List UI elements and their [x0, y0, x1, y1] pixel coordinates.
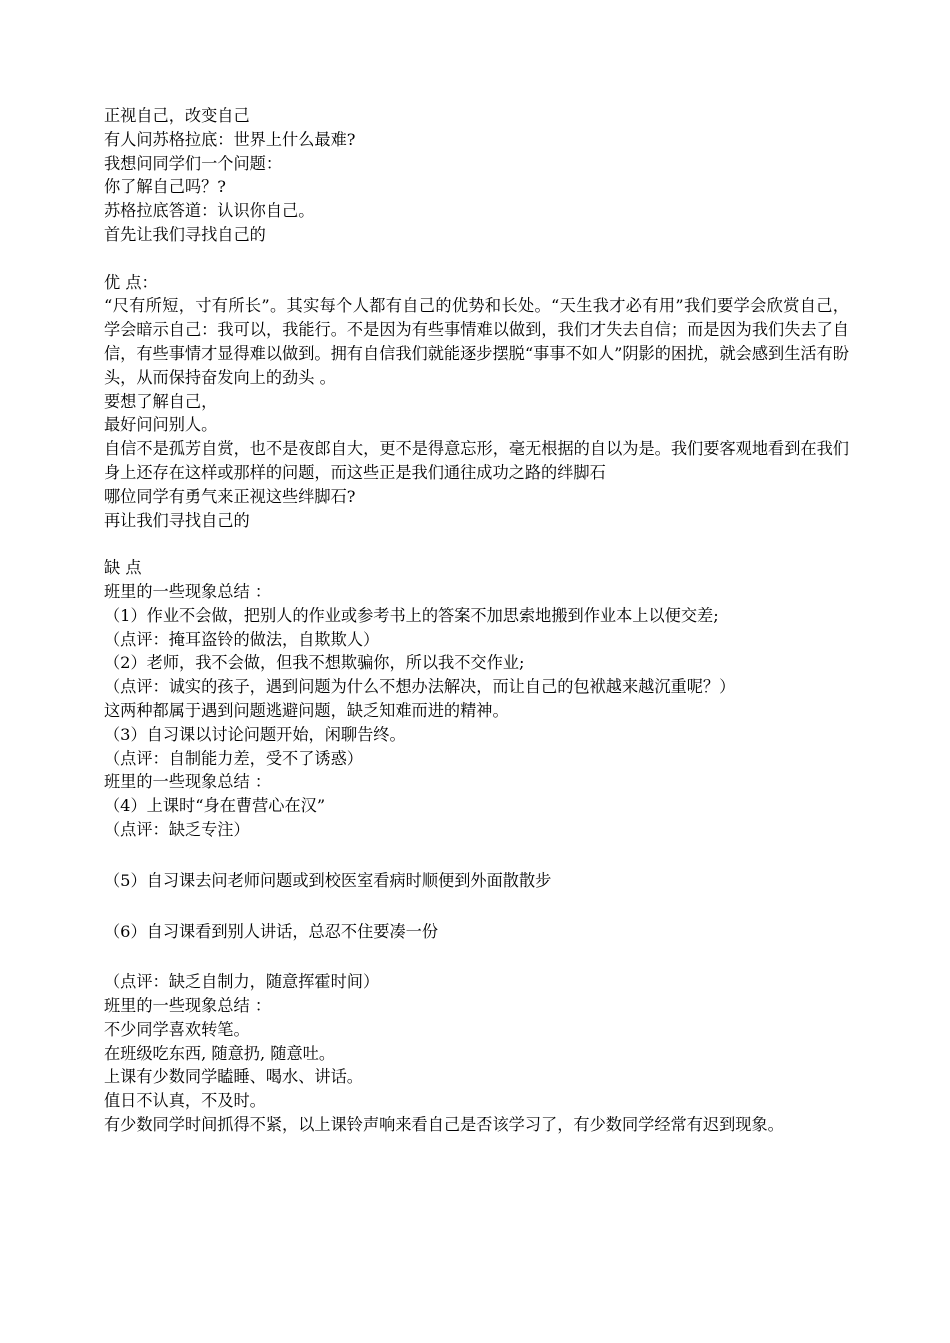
intro-line: 苏格拉底答道：认识你自己。	[104, 201, 315, 221]
comment-line: （点评：掩耳盗铃的做法，自欺欺人）	[104, 629, 380, 649]
strengths-line: 最好问问别人。	[104, 415, 218, 435]
comment-line: （点评：自制能力差，受不了诱惑）	[104, 748, 363, 768]
strengths-paragraph: “尺有所短，寸有所长”。其实每个人都有自己的优势和长处。“天生我才必有用”我们要学会欣赏自己，学会暗示自己：我可以，我能行。不是因为有些事情难以做到，我们才失去自信；而是因为我们失去了自信，有些事情才显得难以做到。拥有自信我们就能逐步摆脱“事事不如人”阴影的困扰，就会感到生活有盼头，从而保持奋发向上的劲头 。	[104, 296, 849, 387]
summary-line: 班里的一些现象总结 ：	[104, 772, 272, 792]
spacer	[104, 943, 854, 970]
spacer	[104, 893, 854, 920]
intro-line: 你了解自己吗？?	[104, 177, 226, 197]
intro-line: 有人问苏格拉底：世界上什么最难?	[104, 129, 356, 149]
spacer	[104, 842, 854, 869]
item-line: （1）作业不会做，把别人的作业或参考书上的答案不加思索地搬到作业本上以便交差;	[104, 605, 719, 625]
comment-line: （点评：缺乏专注）	[104, 819, 250, 839]
spacer	[104, 532, 854, 556]
summary-line: 班里的一些现象总结 ：	[104, 581, 272, 601]
comment-line: （点评：缺乏自制力，随意挥霍时间）	[104, 972, 380, 992]
strengths-line: 要想了解自己，	[104, 391, 218, 411]
document-title: 正视自己，改变自己	[104, 106, 250, 125]
list-item: 值日不认真，不及时。	[104, 1091, 266, 1111]
comment-line: （点评：诚实的孩子，遇到问题为什么不想办法解决，而让自己的包袱越来越沉重呢？）	[104, 677, 736, 697]
item-line: （6）自习课看到别人讲话，总忍不住要凑一份	[104, 921, 439, 941]
list-item: 有少数同学时间抓得不紧，以上课铃声响来看自己是否该学习了，有少数同学经常有迟到现象。	[104, 1115, 784, 1135]
spacer	[104, 247, 854, 271]
item-line: （3）自习课以讨论问题开始，闲聊告终。	[104, 724, 406, 744]
strengths-heading: 优 点：	[104, 272, 158, 292]
document-page	[104, 104, 854, 1137]
strengths-line: 再让我们寻找自己的	[104, 510, 250, 530]
weaknesses-heading: 缺 点	[104, 558, 142, 578]
conclusion-line: 这两种都属于遇到问题逃避问题，缺乏知难而进的精神。	[104, 700, 509, 720]
strengths-line: 哪位同学有勇气来正视这些绊脚石?	[104, 486, 356, 506]
list-item: 不少同学喜欢转笔。	[104, 1019, 250, 1039]
confidence-paragraph: 自信不是孤芳自赏，也不是夜郎自大，更不是得意忘形，毫无根据的自以为是。我们要客观地看到在我们身上还存在这样或那样的问题，而这些正是我们通往成功之路的绊脚石	[104, 439, 849, 482]
intro-line: 首先让我们寻找自己的	[104, 224, 266, 244]
item-line: （4）上课时“身在曹营心在汉”	[104, 796, 326, 816]
list-item: 在班级吃东西, 随意扔, 随意吐。	[104, 1043, 336, 1063]
summary-line: 班里的一些现象总结 ：	[104, 996, 272, 1016]
item-line: （2）老师，我不会做，但我不想欺骗你，所以我不交作业;	[104, 653, 525, 673]
list-item: 上课有少数同学瞌睡、喝水、讲话。	[104, 1067, 363, 1087]
intro-line: 我想问同学们一个问题：	[104, 153, 283, 173]
item-line: （5）自习课去问老师问题或到校医室看病时顺便到外面散散步	[104, 870, 552, 890]
